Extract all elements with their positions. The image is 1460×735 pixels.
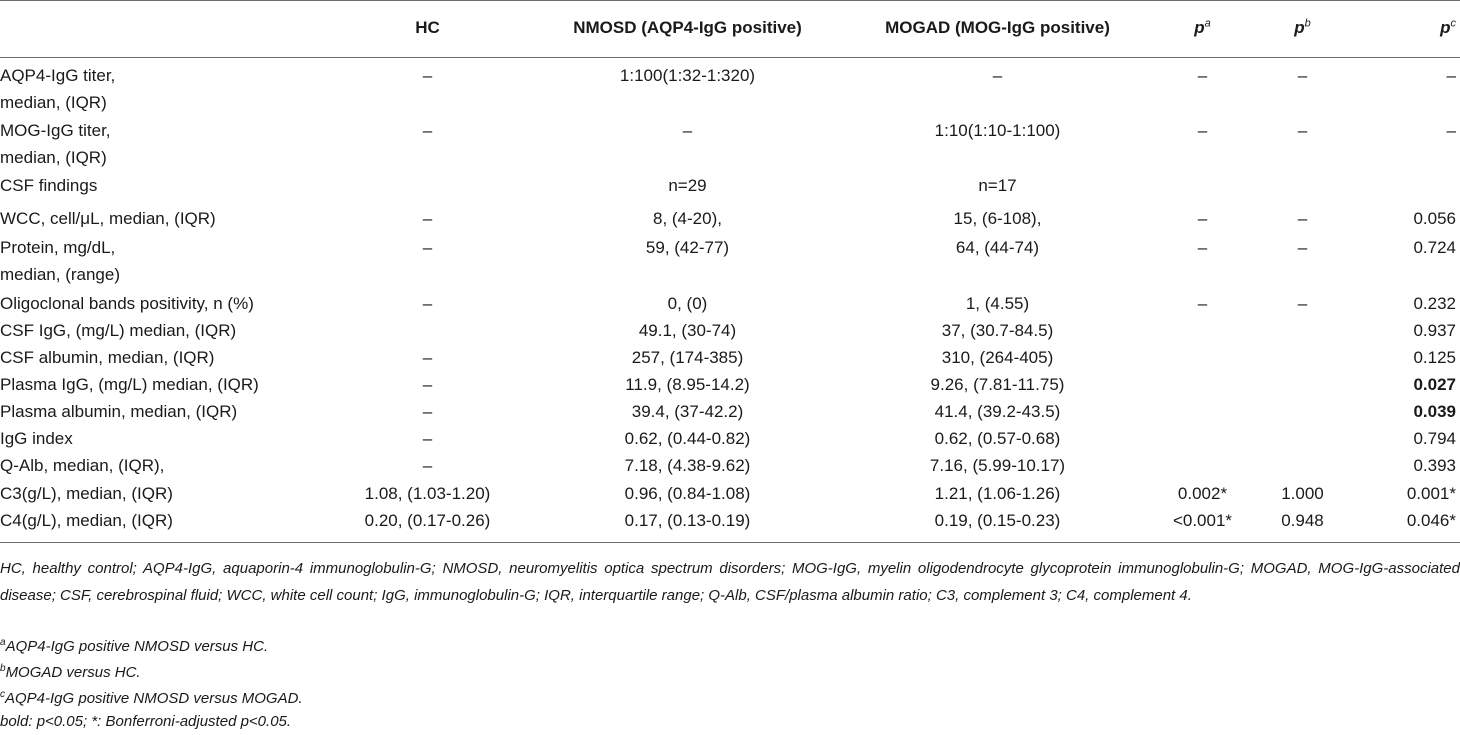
cell-pa: – (1197, 66, 1208, 85)
cell-nmosd: 7.18, (4.38-9.62) (624, 456, 751, 475)
cell-mogad: 9.26, (7.81-11.75) (930, 375, 1065, 394)
cell-nmosd: 59, (42-77) (645, 238, 730, 257)
cell-nmosd: 8, (4-20), (653, 209, 722, 228)
cell-pb: – (1297, 209, 1308, 228)
cell-pc: 0.937 (1413, 321, 1456, 340)
cell-hc: 0.20, (0.17-0.26) (364, 511, 491, 530)
cell-nmosd: 1:100(1:32-1:320) (619, 66, 756, 85)
cell-pa: 0.002* (1177, 484, 1228, 503)
cell-pa: <0.001* (1172, 511, 1233, 530)
footnote-abbreviations: HC, healthy control; AQP4-IgG, aquaporin-4 immunoglobulin-G; NMOSD, neuromyelitis optica spectrum disorders; MOG-IgG, myelin oligodendrocyte glycoprotein immunoglobulin-G; MOGAD, MOG-IgG-associated disease; CSF, cerebrospinal fluid; WCC, white cell count; IgG, immunoglobulin-G; IQR, interquartile range; Q-Alb, CSF/plasma albumin ratio; C3, complement 3; C4, complement 4. (0, 560, 1460, 604)
cell-pc: 0.794 (1413, 429, 1456, 448)
p-letter: p (1294, 18, 1305, 37)
row-label: AQP4-IgG titer, (0, 66, 116, 85)
cell-hc: – (422, 121, 433, 140)
row-label: Q-Alb, median, (IQR), (0, 456, 165, 475)
cell-pc: 0.232 (1413, 294, 1456, 313)
cell-nmosd: 11.9, (8.95-14.2) (625, 375, 750, 394)
col-header-nmosd: NMOSD (AQP4-IgG positive) (573, 18, 802, 37)
col-header-pa (1150, 14, 1255, 41)
footnote-b-marker: b (0, 663, 6, 674)
table-bottom-rule (0, 542, 1460, 543)
cell-pc: – (1446, 121, 1456, 140)
row-label: Plasma albumin, median, (IQR) (0, 402, 238, 421)
cell-pa: – (1197, 294, 1208, 313)
cell-mogad: n=17 (978, 176, 1017, 195)
row-label: CSF albumin, median, (IQR) (0, 348, 215, 367)
footnote-c-text: AQP4-IgG positive NMOSD versus MOGAD. (5, 690, 303, 707)
cell-mogad: 0.62, (0.57-0.68) (934, 429, 1061, 448)
row-label: Plasma IgG, (mg/L) median, (IQR) (0, 375, 259, 394)
cell-hc: – (422, 209, 433, 228)
cell-pc: 0.393 (1413, 456, 1456, 475)
cell-nmosd: 0.17, (0.13-0.19) (624, 511, 751, 530)
cell-pa: – (1197, 238, 1208, 257)
cell-pa: – (1197, 121, 1208, 140)
row-label: CSF findings (0, 176, 98, 195)
cell-mogad: 1.21, (1.06-1.26) (934, 484, 1061, 503)
col-header-pc (1346, 14, 1456, 41)
cell-mogad: 37, (30.7-84.5) (941, 321, 1054, 340)
cell-hc: – (422, 238, 433, 257)
cell-pc: 0.056 (1413, 209, 1456, 228)
cell-hc: – (422, 294, 433, 313)
cell-hc: – (422, 429, 433, 448)
row-label-cont: median, (IQR) (0, 93, 107, 112)
table-top-rule (0, 0, 1460, 1)
cell-hc: – (422, 402, 433, 421)
cell-pb: – (1297, 121, 1308, 140)
cell-pb: – (1297, 238, 1308, 257)
row-label: IgG index (0, 429, 73, 448)
cell-mogad: 41.4, (39.2-43.5) (934, 402, 1061, 421)
cell-mogad: 15, (6-108), (953, 209, 1042, 228)
cell-nmosd: 39.4, (37-42.2) (631, 402, 744, 421)
cell-hc: 1.08, (1.03-1.20) (364, 484, 491, 503)
sup-c: c (1450, 17, 1456, 30)
row-label: Protein, mg/dL, (0, 238, 116, 257)
row-label: Oligoclonal bands positivity, n (%) (0, 294, 254, 313)
cell-nmosd: 0.96, (0.84-1.08) (624, 484, 751, 503)
col-header-mogad: MOGAD (MOG-IgG positive) (885, 18, 1110, 37)
footnote-c-marker: c (0, 689, 5, 700)
cell-mogad: – (992, 66, 1003, 85)
row-label: C3(g/L), median, (IQR) (0, 484, 173, 503)
cell-pb: 0.948 (1281, 511, 1324, 530)
footnote-legend: bold: p<0.05; *: Bonferroni-adjusted p<0.05. (0, 713, 292, 730)
col-header-pb (1255, 14, 1350, 41)
col-header-hc: HC (415, 18, 440, 37)
cell-pb: – (1297, 66, 1308, 85)
cell-nmosd: 257, (174-385) (631, 348, 744, 367)
p-letter: p (1440, 18, 1451, 37)
cell-pc: 0.125 (1413, 348, 1456, 367)
cell-mogad: 7.16, (5.99-10.17) (929, 456, 1066, 475)
cell-nmosd: n=29 (668, 176, 707, 195)
footnote-b-text: MOGAD versus HC. (5, 664, 141, 681)
cell-pb: 1.000 (1281, 484, 1324, 503)
sup-b: b (1304, 17, 1311, 30)
cell-pb: – (1297, 294, 1308, 313)
cell-pc: 0.001* (1406, 484, 1456, 503)
cell-nmosd: 0, (0) (667, 294, 708, 313)
footnote-a-marker: a (0, 637, 6, 648)
row-label: MOG-IgG titer, (0, 121, 111, 140)
cell-pc: 0.724 (1413, 238, 1456, 257)
row-label: WCC, cell/μL, median, (IQR) (0, 209, 216, 228)
footnote-a (0, 633, 1460, 660)
row-label: C4(g/L), median, (IQR) (0, 511, 173, 530)
sup-a: a (1204, 17, 1211, 30)
cell-hc: – (422, 456, 433, 475)
cell-mogad: 1, (4.55) (965, 294, 1030, 313)
cell-pc: 0.046* (1406, 511, 1456, 530)
cell-nmosd: 0.62, (0.44-0.82) (624, 429, 751, 448)
cell-mogad: 64, (44-74) (955, 238, 1040, 257)
cell-mogad: 310, (264-405) (941, 348, 1054, 367)
cell-mogad: 1:10(1:10-1:100) (934, 121, 1061, 140)
cell-pc-significant: 0.039 (1413, 402, 1456, 421)
cell-pa: – (1197, 209, 1208, 228)
cell-nmosd: – (682, 121, 693, 140)
cell-pc: – (1446, 66, 1456, 85)
cell-nmosd: 49.1, (30-74) (638, 321, 737, 340)
header-rule (0, 57, 1460, 58)
cell-hc: – (422, 66, 433, 85)
cell-pc-significant: 0.027 (1413, 375, 1456, 394)
p-letter: p (1194, 18, 1205, 37)
row-label-cont: median, (IQR) (0, 148, 107, 167)
cell-hc: – (422, 348, 433, 367)
cell-mogad: 0.19, (0.15-0.23) (934, 511, 1061, 530)
footnote-a-text: AQP4-IgG positive NMOSD versus HC. (5, 638, 269, 655)
footnote-b (0, 659, 1460, 686)
row-label: CSF IgG, (mg/L) median, (IQR) (0, 321, 237, 340)
row-label-cont: median, (range) (0, 265, 121, 284)
cell-hc: – (422, 375, 433, 394)
